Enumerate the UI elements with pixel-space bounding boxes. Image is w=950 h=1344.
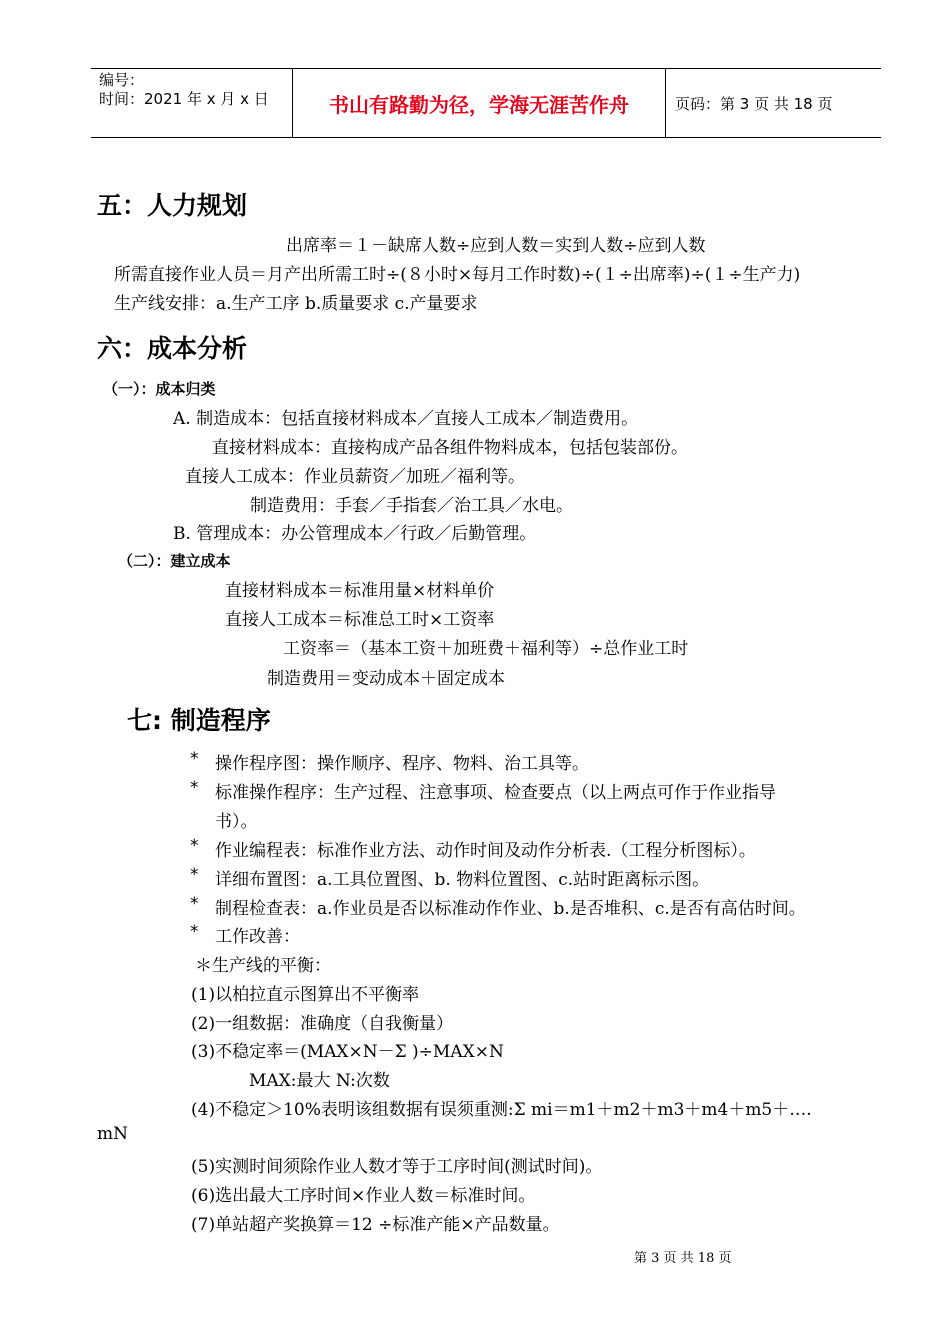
footer-page-number: 第 3 页 共 18 页 (634, 1251, 732, 1266)
section-5-title: 五：人力规划 (97, 191, 248, 220)
line-arrangement: 生产线安排：a.生产工序 b.质量要求 c.产量要求 (114, 294, 478, 314)
labor-cost-formula: 直接人工成本＝标准总工时×工资率 (225, 610, 495, 630)
bullet: * (190, 894, 199, 914)
header-time: 时间：2021 年 x 月 x 日 (99, 90, 269, 108)
material-cost-formula: 直接材料成本＝标准用量×材料单价 (225, 581, 495, 601)
balance-step-7: (7)单站超产奖换算＝12 ÷标准产能×产品数量。 (191, 1215, 560, 1235)
sop-item-cont: 书）。 (215, 812, 258, 832)
work-improvement-item: 工作改善： (215, 927, 300, 947)
direct-labor-cost: 直接人工成本：作业员薪资／加班／福利等。 (185, 467, 525, 487)
header-left (99, 71, 291, 109)
page-header (91, 68, 881, 138)
balance-step-2: (2)一组数据：准确度（自我衡量） (191, 1014, 454, 1034)
bullet: * (190, 865, 199, 885)
header-motto: 书山有路勤为径，学海无涯苦作舟 (292, 69, 666, 137)
balance-step-3-legend: MAX:最大 N:次数 (249, 1071, 390, 1091)
layout-item: 详细布置图：a.工具位置图、b. 物料位置图、c.站时距离标示图。 (215, 870, 710, 890)
workforce-formula: 所需直接作业人员＝月产出所需工时÷(８小时×每月工作时数)÷(１÷出席率)÷(１÷生产力) (114, 265, 801, 285)
bullet: * (190, 778, 199, 798)
manufacturing-cost: A. 制造成本：包括直接材料成本／直接人工成本／制造费用。 (173, 409, 639, 429)
process-check-item: 制程检查表：a.作业员是否以标准动作作业、b.是否堆积、c.是否有高估时间。 (215, 899, 806, 919)
job-programming-item: 作业编程表：标准作业方法、动作时间及动作分析表.（工程分析图标）。 (215, 841, 756, 861)
attendance-formula: 出席率＝１－缺席人数÷应到人数＝实到人数÷应到人数 (286, 236, 706, 256)
balance-step-5: (5)实测时间须除作业人数才等于工序时间(测试时间)。 (191, 1157, 603, 1177)
balance-step-3: (3)不稳定率＝(MAX×N－Σ )÷MAX×N (191, 1042, 504, 1062)
subsection-cost-building: （二）：建立成本 (118, 552, 231, 570)
management-cost: B. 管理成本：办公管理成本／行政／后勤管理。 (173, 524, 537, 544)
header-page-number: 页码：第 3 页 共 18 页 (675, 95, 833, 113)
bullet: * (190, 836, 199, 856)
overhead-formula: 制造费用＝变动成本＋固定成本 (267, 669, 505, 689)
wage-rate-formula: 工资率＝（基本工资＋加班费＋福利等）÷总作业工时 (283, 639, 689, 659)
section-7-title: 七: 制造程序 (127, 706, 271, 735)
header-number-label: 编号： (99, 71, 145, 89)
balance-step-4-cont: mN (97, 1124, 128, 1144)
balance-step-6: (6)选出最大工序时间×作业人数＝标准时间。 (191, 1186, 536, 1206)
balance-step-4: (4)不稳定＞10%表明该组数据有误须重测:Σ mi＝m1＋m2＋m3＋m4＋m5＋…. (191, 1100, 812, 1120)
sop-item: 标准操作程序：生产过程、注意事项、检查要点（以上两点可作于作业指导 (215, 783, 776, 803)
subsection-cost-classification: （一）：成本归类 (103, 380, 216, 398)
manufacturing-expense: 制造费用：手套／手指套／治工具／水电。 (250, 496, 573, 516)
process-chart-item: 操作程序图：操作顺序、程序、物料、治工具等。 (215, 754, 589, 774)
line-balance-heading: ＊生产线的平衡： (195, 956, 331, 976)
direct-material-cost: 直接材料成本：直接构成产品各组件物料成本，包括包装部份。 (212, 438, 688, 458)
bullet: * (190, 749, 199, 769)
balance-step-1: (1)以柏拉直示图算出不平衡率 (191, 985, 420, 1005)
section-6-title: 六：成本分析 (97, 334, 248, 363)
bullet: * (190, 922, 199, 942)
